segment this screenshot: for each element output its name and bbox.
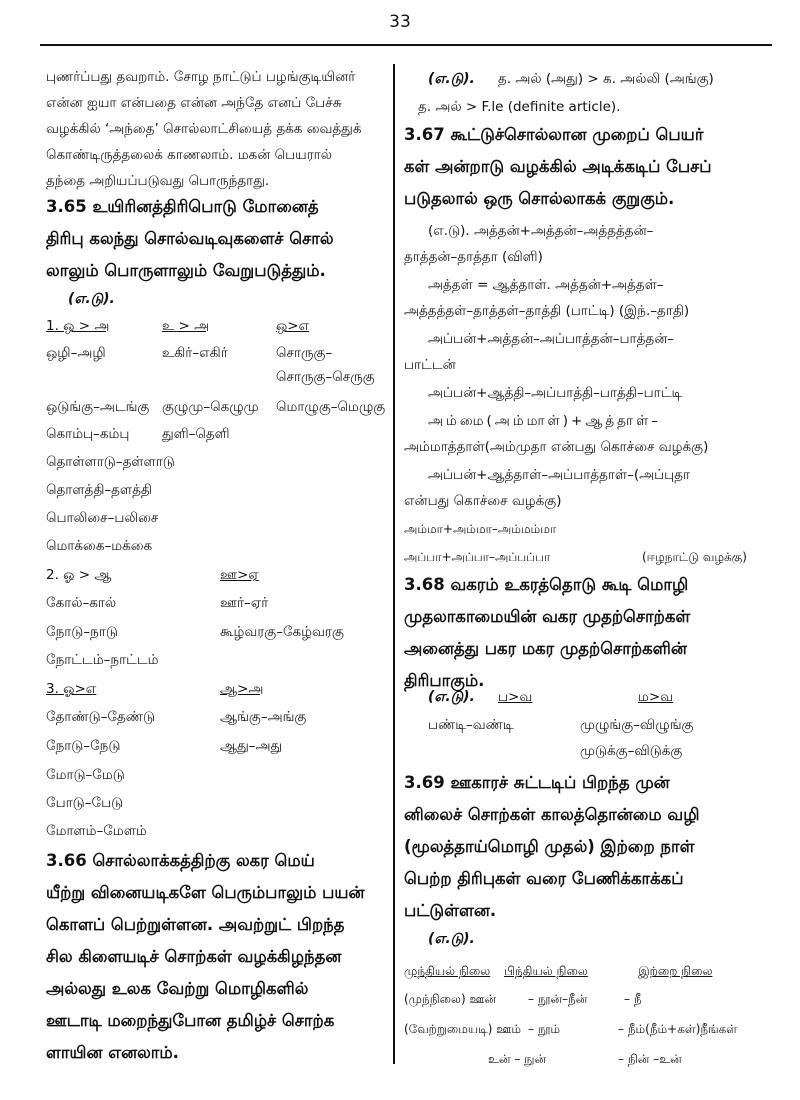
- example-line: அப்பன்+ஆத்தி–அப்பாத்தி–பாத்தி–பாட்டி: [428, 385, 683, 401]
- example-word: துளி–தெளி: [162, 426, 230, 442]
- example-line: அப்பன்+ஆத்தாள்–அப்பாத்தாள்–(அப்புதா: [428, 467, 691, 483]
- section-heading-3-66-line: அல்லது உலக வேற்று மொழிகளில்: [46, 979, 309, 998]
- example-line: அம்மை(அம்மாள்)+ஆத்தாள்–: [428, 413, 661, 429]
- section-heading-3-69-line: (மூலத்தாய்மொழி முதல்) இற்றை நாள்: [404, 837, 695, 856]
- example-word: ஆது–அது: [220, 738, 283, 754]
- example-word: கூழ்வரகு–கேழ்வரகு: [220, 624, 344, 640]
- section-heading-3-68-line: திரிபாகும்.: [404, 671, 485, 690]
- section-heading-3-65-line: லாலும் பொருளாலும் வேறுபடுத்தும்.: [46, 261, 326, 280]
- sub-heading: ஊ>ஏ: [220, 567, 259, 583]
- example-line: என்பது கொச்சை வழக்கு): [404, 493, 562, 509]
- section-heading-3-69-line: னிலைச் சொற்கள் காலத்தொன்மை வழி: [404, 805, 700, 824]
- section-heading-3-66-line: ளாயின எனலாம்.: [46, 1043, 179, 1062]
- section-heading-3-67: 3.67 கூட்டுச்சொல்லான முறைப் பெயர்: [404, 125, 704, 144]
- section-heading-3-66-line: சில கிளையடிச் சொற்கள் வழக்கிழந்தன: [46, 947, 342, 966]
- sub-heading: 2. ஓ > ஆ: [46, 567, 112, 583]
- text-line: புணர்ப்பது தவறாம். சோழ நாட்டுப் பழங்குடியினர்: [46, 69, 356, 85]
- table-header: முந்தியல் நிலை: [404, 964, 491, 978]
- section-heading-3-69-line: பெற்ற திரிபுகள் வரை பேணிக்காக்கப்: [404, 869, 684, 888]
- section-heading-3-68-line: முதலாகாமையின் வகர முதற்சொற்கள்: [404, 607, 691, 626]
- example-word: நோடு–நாடு: [46, 624, 118, 640]
- example-line: (எ.டு). அத்தன்+அத்தன்–அத்தத்தன்–: [428, 223, 654, 239]
- section-heading-3-66: 3.66 சொல்லாக்கத்திற்கு லகர மெய்: [46, 851, 315, 870]
- example-line: பாட்டன்: [404, 357, 456, 373]
- example-word: ஆங்கு–அங்கு: [220, 709, 307, 725]
- example-line: தாத்தன்–தாத்தா (விளி): [404, 249, 543, 265]
- section-heading-3-65: 3.65 உயிரினத்திரிபொடு மோனைத்: [46, 197, 319, 216]
- example-word: பண்டி–வண்டி: [428, 717, 514, 733]
- example-word: முடுக்கு–விடுக்கு: [580, 743, 683, 759]
- text-line: தந்தை அறியப்படுவது பொருந்தாது.: [46, 173, 270, 189]
- example-word: ஒழி–அழி: [46, 345, 106, 361]
- table-cell: உன் – நுன்: [488, 1052, 547, 1066]
- section-heading-3-68: 3.68 வகரம் உகரத்தொடு கூடி மொழி: [404, 575, 689, 594]
- example-word: போடு–பேடு: [46, 795, 124, 811]
- text-line: த. அல் > F.le (definite article).: [418, 99, 621, 115]
- sub-heading: ம>வ: [638, 689, 674, 705]
- column-divider: [393, 64, 395, 1064]
- section-heading-3-68-line: அனைத்து பகர மகர முதற்சொற்களின்: [404, 639, 687, 658]
- example-label: (எ.டு).: [428, 71, 475, 87]
- section-heading-3-66-line: ஊடாடி மறைந்துபோன தமிழ்ச் சொற்க: [46, 1011, 335, 1030]
- page-number: 33: [389, 12, 411, 32]
- table-cell: (முந்நிலை) ஊன்: [404, 992, 497, 1006]
- example-word: தொளத்தி–தளத்தி: [46, 482, 152, 498]
- example-word: கோல்–கால்: [46, 595, 117, 611]
- example-line: அப்பன்+அத்தன்–அப்பாத்தன்–பாத்தன்–: [428, 331, 675, 347]
- example-word: மோளம்–மேளம்: [46, 823, 147, 839]
- section-heading-3-69-line: பட்டுள்ளன.: [404, 901, 497, 920]
- sub-heading: ப>வ: [498, 689, 533, 705]
- sub-heading: ஒ>எ: [276, 318, 310, 334]
- example-word: கொம்பு–கம்பு: [46, 426, 130, 442]
- section-heading-3-67-line: படுதலால் ஒரு சொல்லாகக் குறுகும்.: [404, 189, 675, 208]
- example-word: முழுங்கு–விழுங்கு: [580, 717, 694, 733]
- example-word: மொழுகு–மெழுகு: [276, 399, 386, 415]
- text-line: வழக்கில் ‘அந்தை’ சொல்லாட்சியைத் தக்க வைத்துக்: [46, 121, 362, 137]
- text-line: என்ன ஐயா என்பதை என்ன அந்தே எனப் பேச்சு: [46, 95, 342, 111]
- example-word: மொக்கை–மக்கை: [46, 538, 153, 554]
- example-word: தோண்டு–தேண்டு: [46, 709, 156, 725]
- text-line: த. அல் (அது) > க. அல்லி (அங்கு): [498, 71, 714, 87]
- example-word: தொள்ளாடு–தள்ளாடு: [46, 454, 175, 470]
- table-cell: – நூம்: [528, 1022, 561, 1036]
- sub-heading: 3. ஓ>எ: [46, 681, 97, 697]
- example-line: (ஈழநாட்டு வழக்கு): [642, 550, 747, 564]
- table-cell: – நீ: [624, 992, 642, 1006]
- example-word: பொலிசை–பலிசை: [46, 510, 159, 526]
- sub-heading: உ > அ: [162, 318, 210, 334]
- example-label: (எ.டு).: [428, 689, 475, 705]
- sub-heading: ஆ>அ: [220, 681, 264, 697]
- table-cell: – நீம்(நீம்+கள்)நீங்கள்: [618, 1022, 738, 1036]
- section-heading-3-65-line: திரிபு கலந்து சொல்வடிவுகளைச் சொல்: [46, 229, 334, 248]
- example-line: அப்பா+அப்பா–அப்பப்பா: [404, 550, 551, 564]
- section-heading-3-69: 3.69 ஊகாரச் சுட்டடிப் பிறந்த முன்: [404, 773, 670, 792]
- header-rule: [40, 44, 772, 46]
- example-word: சொருகு–செருகு: [276, 369, 375, 385]
- example-word: நோடு–நேடு: [46, 738, 121, 754]
- example-label: (எ.டு).: [68, 291, 115, 307]
- section-heading-3-66-line: கொளப் பெற்றுள்ளன. அவற்றுட் பிறந்த: [46, 915, 345, 934]
- example-word: மோடு–மேடு: [46, 767, 125, 783]
- sub-heading: 1. ஒ > அ: [46, 318, 110, 334]
- section-heading-3-67-line: கள் அன்றாடு வழக்கில் அடிக்கடிப் பேசப்: [404, 157, 712, 176]
- example-line: அம்மா+அம்மா–அம்மம்மா: [404, 522, 557, 536]
- table-cell: – நின் –உன்: [618, 1052, 682, 1066]
- table-header: இற்றை நிலை: [638, 964, 713, 978]
- example-word: சொருகு–: [276, 345, 333, 361]
- table-cell: – நூன்–நீன்: [528, 992, 588, 1006]
- text-line: கொண்டிருத்தலைக் காணலாம். மகன் பெயரால்: [46, 147, 332, 163]
- example-word: உகிர்–எகிர்: [162, 345, 228, 361]
- example-word: ஊர்–ஏர்: [220, 595, 269, 611]
- example-line: அத்தள் = ஆத்தாள். அத்தன்+அத்தள்–: [428, 277, 664, 293]
- example-line: அம்மாத்தாள்(அம்முதா என்பது கொச்சை வழக்கு): [404, 439, 709, 455]
- example-word: நோட்டம்–நாட்டம்: [46, 652, 159, 668]
- example-line: அத்தத்தள்–தாத்தள்–தாத்தி (பாட்டி) (இந்.–தாதி): [404, 303, 690, 319]
- example-label: (எ.டு).: [428, 931, 475, 947]
- section-heading-3-66-line: யீற்று வினையடிகளே பெரும்பாலும் பயன்: [46, 883, 365, 902]
- example-word: குழுமு–கெழுமு: [162, 399, 259, 415]
- table-header: பிந்தியல் நிலை: [504, 964, 588, 978]
- example-word: ஒடுங்கு–அடங்கு: [46, 399, 150, 415]
- table-cell: (வேற்றுமையடி) ஊம்: [404, 1022, 521, 1036]
